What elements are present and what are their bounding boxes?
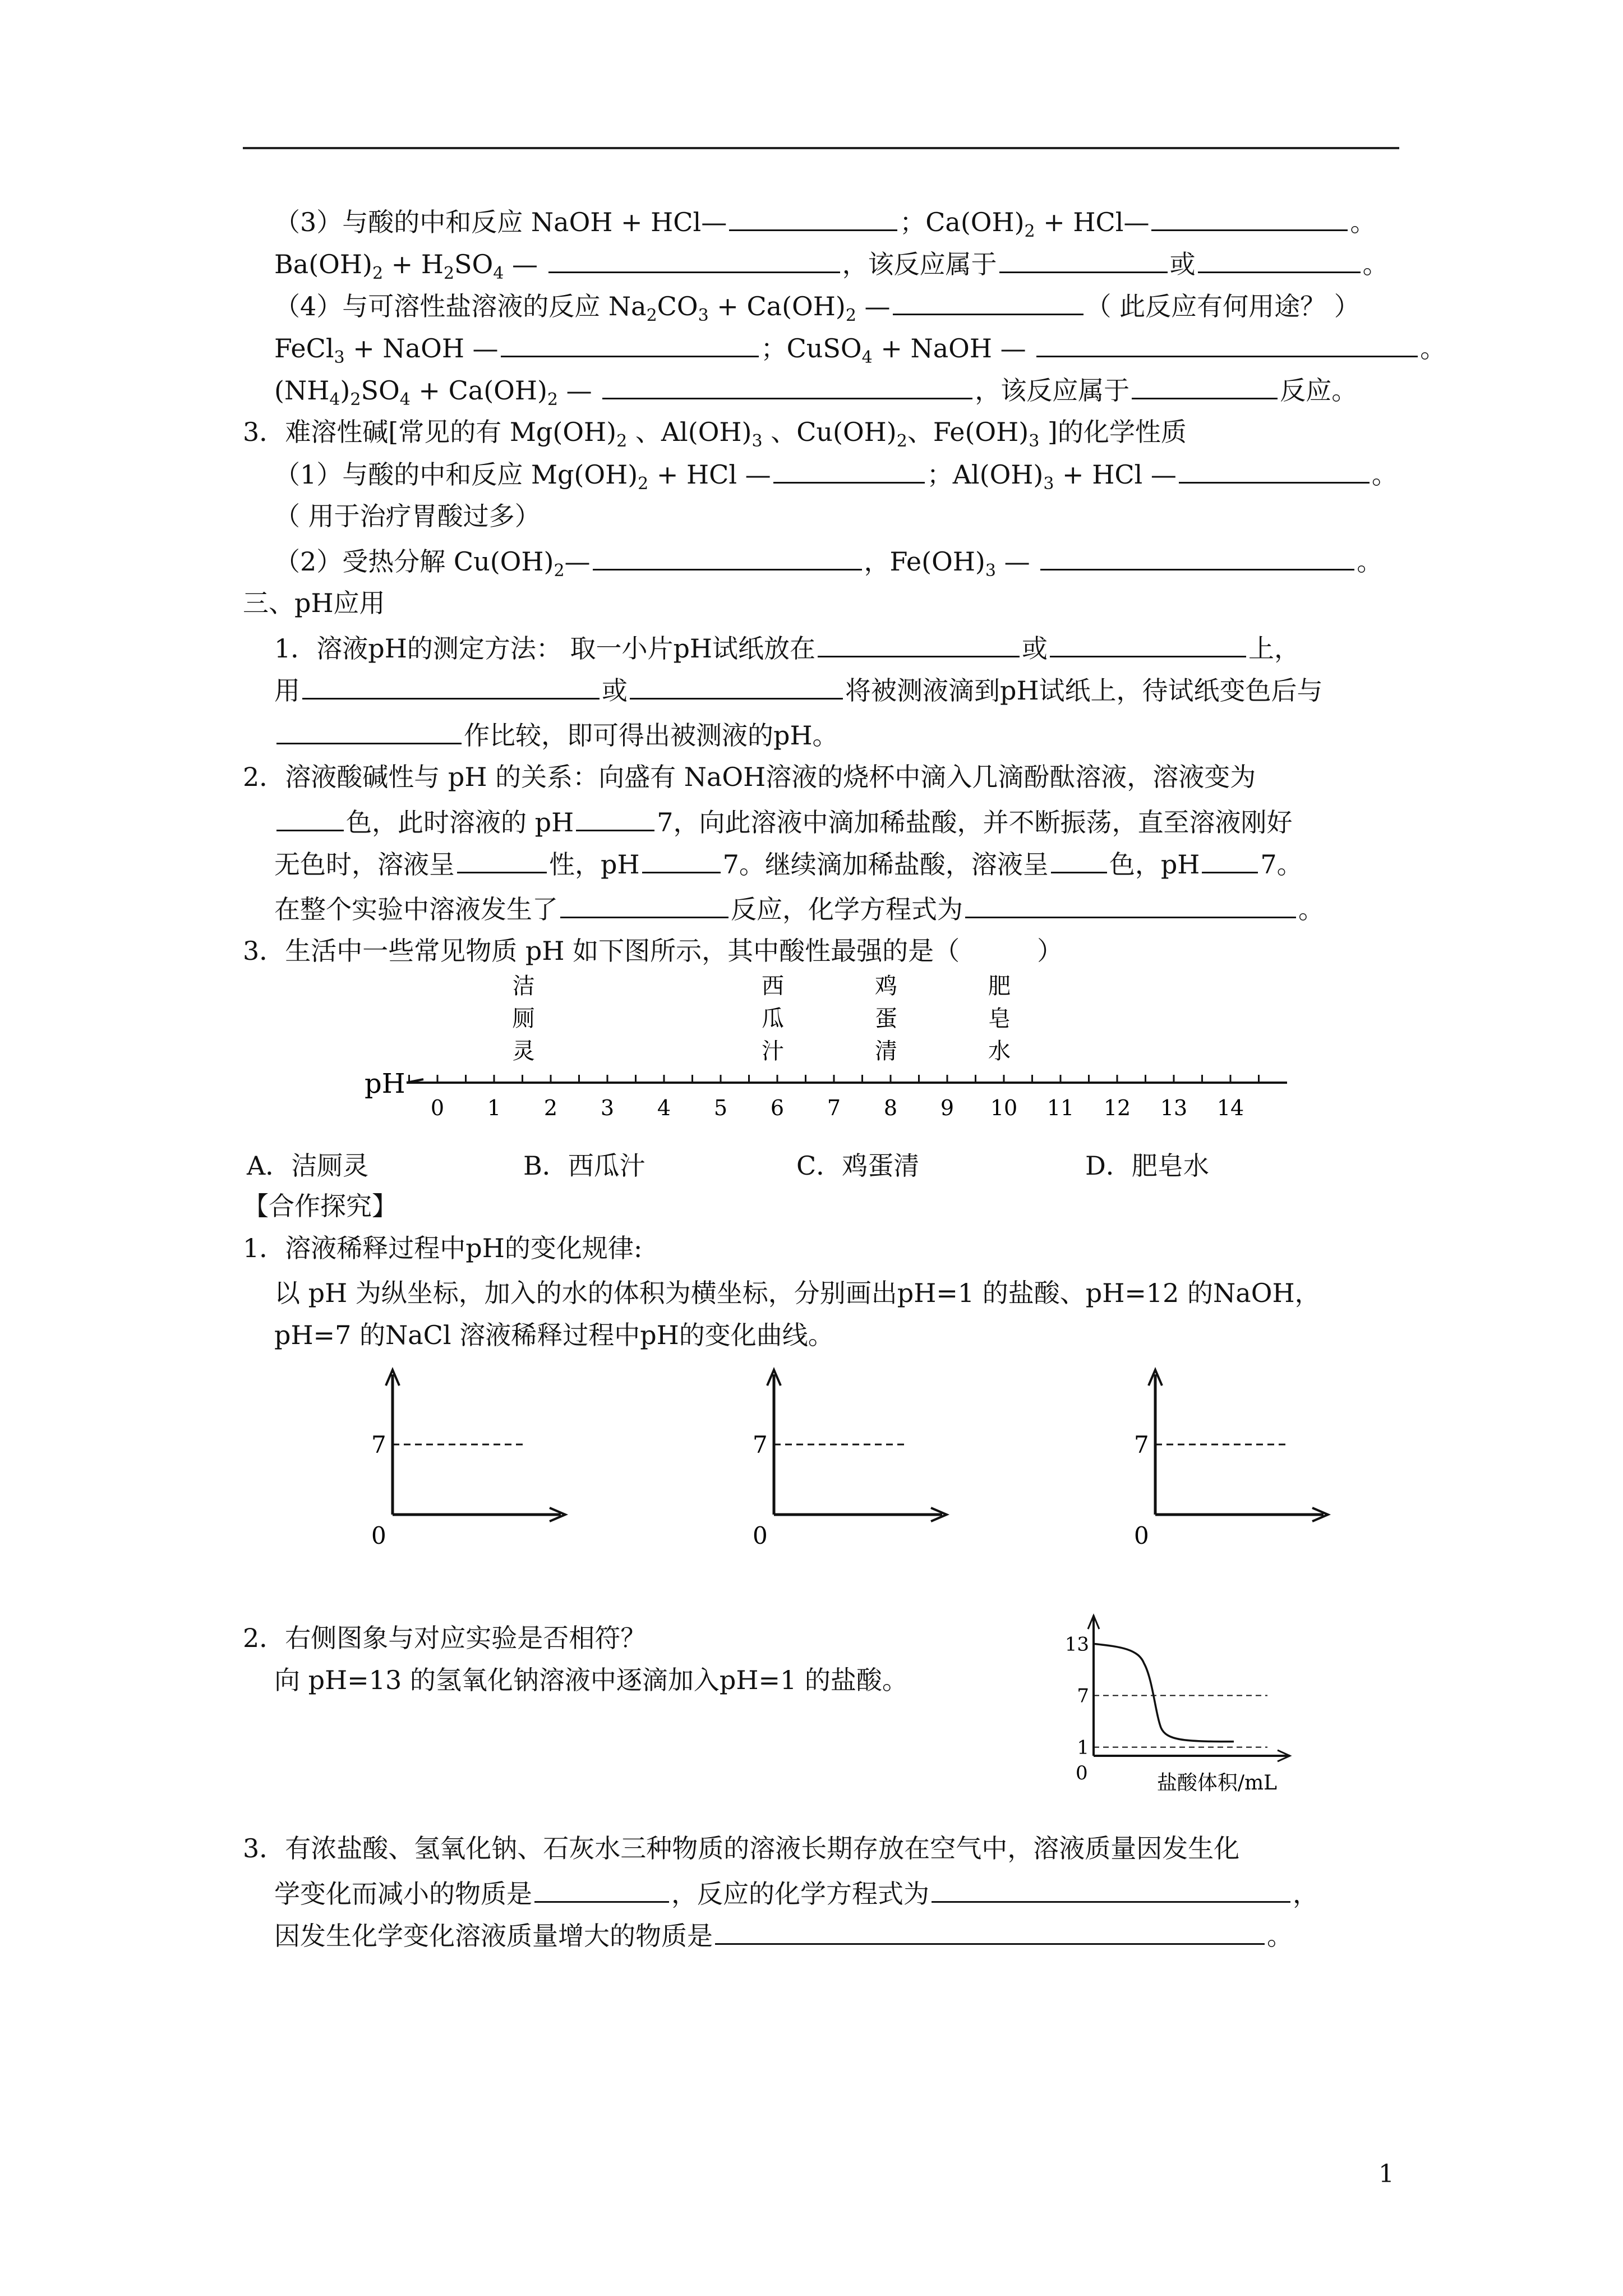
question-3-stem: 3．生活中一些常见物质 pH 如下图所示，其中酸性最强的是（ ） xyxy=(243,936,1063,966)
answer-blank[interactable] xyxy=(1040,544,1354,570)
x-axis-label: 盐酸体积/mL xyxy=(1156,1772,1278,1795)
ph-scale-figure xyxy=(359,973,1312,1130)
ph-tick-label: 0 xyxy=(430,1096,445,1120)
ph-tick-label: 8 xyxy=(883,1096,898,1120)
answer-blank[interactable] xyxy=(1179,457,1370,484)
answer-blank[interactable] xyxy=(642,847,721,873)
ph-substance-label: 清 xyxy=(875,1038,897,1064)
y-mark-7: 7 xyxy=(1134,1431,1149,1458)
ph-tick-label: 6 xyxy=(770,1096,785,1120)
ph-substance-label: 鸡 xyxy=(875,973,897,999)
line-8: （ 用于治疗胃酸过多） xyxy=(274,501,541,531)
line-16: 无色时，溶液呈 性，pH 7。继续滴加稀盐酸，溶液呈 色，pH 7。 xyxy=(274,847,1303,881)
line-14: 2．溶液酸碱性与 pH 的关系：向盛有 NaOH溶液的烧杯中滴入几滴酚酞溶液，溶液变为 xyxy=(243,762,1256,792)
answer-blank[interactable] xyxy=(1198,247,1361,273)
ph-substance-label: 洁 xyxy=(512,973,535,999)
y-tick-label: 13 xyxy=(1064,1633,1089,1656)
answer-blank[interactable] xyxy=(276,805,344,831)
ph-tick-label: 12 xyxy=(1103,1096,1131,1120)
titration-graph xyxy=(1060,1604,1318,1801)
text: + HCl— xyxy=(1035,207,1150,237)
answer-blank[interactable] xyxy=(893,289,1083,315)
answer-blank[interactable] xyxy=(773,457,925,484)
ph-substance-label: 厕 xyxy=(512,1006,535,1032)
text: 。 xyxy=(1350,207,1376,237)
y-tick-label: 1 xyxy=(1077,1736,1089,1759)
y-mark-7: 7 xyxy=(371,1431,386,1458)
answer-blank[interactable] xyxy=(560,892,728,918)
ph-substance-label: 瓜 xyxy=(762,1006,784,1032)
answer-blank[interactable] xyxy=(534,1876,669,1903)
explore-3-line-3: 因发生化学变化溶液质量增大的物质是 。 xyxy=(274,1918,1293,1953)
section-cooperative: 【合作探究】 xyxy=(243,1191,398,1221)
answer-blank[interactable] xyxy=(602,373,972,399)
ph-substance-label: 汁 xyxy=(762,1038,784,1064)
answer-blank[interactable] xyxy=(302,673,600,700)
line-1 xyxy=(274,205,1376,239)
answer-blank[interactable] xyxy=(1202,847,1258,873)
ph-tick-label: 2 xyxy=(543,1096,558,1120)
titration-curve xyxy=(1094,1644,1234,1741)
answer-blank[interactable] xyxy=(276,718,462,744)
line-4: FeCl$_3$ + NaOH — ；CuSO$_4$ + NaOH — 。 xyxy=(274,331,1446,365)
explore-1-desc-2: pH=7 的NaCl 溶液稀释过程中pH的变化曲线。 xyxy=(274,1320,834,1350)
line-9: （2）受热分解 $Cu(OH)_2—$ ，$Fe(OH)_3$ — 。 xyxy=(274,544,1382,578)
answer-blank[interactable] xyxy=(630,673,843,700)
origin-label: 0 xyxy=(753,1522,768,1548)
text: （3）与酸的中和反应 NaOH + HCl— xyxy=(274,207,727,237)
answer-blank[interactable] xyxy=(965,892,1296,918)
ph-tick-label: 4 xyxy=(657,1096,671,1120)
ph-tick-label: 10 xyxy=(990,1096,1018,1120)
explore-2: 2．右侧图象与对应实验是否相符？ xyxy=(243,1623,647,1653)
line-12: 用 或 将被测液滴到pH试纸上，待试纸变色后与 xyxy=(274,673,1323,707)
explore-3: 3．有浓盐酸、氢氧化钠、石灰水三种物质的溶液长期存放在空气中，溶液质量因发生化 xyxy=(243,1833,1240,1864)
blank-graph-hcl[interactable] xyxy=(359,1363,583,1548)
answer-blank[interactable] xyxy=(1132,373,1278,399)
answer-blank[interactable] xyxy=(1051,847,1107,873)
origin-label: 0 xyxy=(1076,1762,1088,1784)
line-13: 作比较，即可得出被测液的pH。 xyxy=(274,718,838,752)
line-6: 3．难溶性碱[常见的有 $Mg(OH)_2$ 、$Al(OH)_3$ 、$Cu(OH)_2$、$Fe(OH)_3$ ]的化学性质 xyxy=(243,417,1187,451)
answer-blank[interactable] xyxy=(1036,331,1418,357)
header-rule xyxy=(243,147,1399,149)
page-number: 1 xyxy=(1378,2160,1394,2188)
explore-2-desc: 向 pH=13 的氢氧化钠溶液中逐滴加入pH=1 的盐酸。 xyxy=(274,1665,908,1695)
ph-substance-label: 皂 xyxy=(988,1006,1011,1032)
subscript: 2 xyxy=(1024,222,1035,241)
answer-blank[interactable] xyxy=(457,847,547,873)
option-c[interactable]: C．鸡蛋清 xyxy=(796,1151,920,1181)
answer-blank[interactable] xyxy=(576,805,654,831)
option-b[interactable]: B．西瓜汁 xyxy=(523,1151,645,1181)
y-mark-7: 7 xyxy=(753,1431,768,1458)
section-title: 三、pH应用 xyxy=(243,588,385,618)
blank-graph-naoh[interactable] xyxy=(740,1363,965,1548)
ph-axis-label: pH xyxy=(365,1068,405,1099)
line-11: 1．溶液pH的测定方法： 取一小片pH试纸放在 或 上， xyxy=(274,631,1300,665)
ph-tick-label: 11 xyxy=(1046,1096,1075,1120)
ph-tick-label: 1 xyxy=(487,1096,501,1120)
ph-substance-label: 水 xyxy=(988,1038,1011,1064)
y-tick-label: 7 xyxy=(1077,1685,1089,1708)
ph-tick-label: 5 xyxy=(713,1096,728,1120)
ph-substance-label: 西 xyxy=(762,973,784,999)
ph-tick-label: 13 xyxy=(1160,1096,1188,1120)
option-a[interactable]: A．洁厕灵 xyxy=(247,1151,369,1181)
blank-graph-nacl[interactable] xyxy=(1122,1363,1346,1548)
answer-blank[interactable] xyxy=(715,1918,1265,1945)
ph-tick-label: 7 xyxy=(827,1096,841,1120)
line-15: 色，此时溶液的 pH 7，向此溶液中滴加稀盐酸，并不断振荡，直至溶液刚好 xyxy=(274,805,1292,839)
answer-blank[interactable] xyxy=(729,205,897,231)
explore-3-line-2: 学变化而减小的物质是 ，反应的化学方程式为 ， xyxy=(274,1876,1318,1911)
ph-tick-label: 14 xyxy=(1216,1096,1244,1120)
answer-blank[interactable] xyxy=(1050,631,1246,657)
text: ；Ca(OH) xyxy=(900,207,1025,237)
origin-label: 0 xyxy=(371,1522,386,1548)
explore-1-desc-1: 以 pH 为纵坐标，加入的水的体积为横坐标，分别画出pH=1 的盐酸、pH=12 的NaOH， xyxy=(274,1278,1321,1308)
answer-blank[interactable] xyxy=(1151,205,1348,231)
answer-blank[interactable] xyxy=(932,1876,1290,1903)
ph-tick-label: 3 xyxy=(600,1096,615,1120)
origin-label: 0 xyxy=(1134,1522,1149,1548)
answer-blank[interactable] xyxy=(501,331,759,357)
option-d[interactable]: D．肥皂水 xyxy=(1085,1151,1209,1181)
answer-blank[interactable] xyxy=(593,544,862,570)
line-2: $Ba(OH)_2 + H_2SO_4$ — ，该反应属于 或 。 xyxy=(274,247,1389,281)
ph-substance-label: 灵 xyxy=(512,1038,535,1064)
ph-substance-label: 蛋 xyxy=(875,1006,897,1032)
ph-tick-label: 9 xyxy=(940,1096,955,1120)
line-3: （4）与可溶性盐溶液的反应 $Na_2CO_3 + Ca(OH)_2$ — （ 此反应有何用途？ ） xyxy=(274,289,1360,323)
line-7: （1）与酸的中和反应 $Mg(OH)_2$ + HCl — ；$Al(OH)_3$ + HCl — 。 xyxy=(274,457,1398,491)
line-5: $(NH_4)_2SO_4 + Ca(OH)_2$ — ，该反应属于 反应。 xyxy=(274,373,1357,407)
line-17: 在整个实验中溶液发生了 反应，化学方程式为 。 xyxy=(274,892,1324,926)
explore-1: 1．溶液稀释过程中pH的变化规律: xyxy=(243,1233,643,1263)
answer-blank[interactable] xyxy=(999,247,1168,273)
answer-blank[interactable] xyxy=(548,247,840,273)
ph-substance-label: 肥 xyxy=(988,973,1011,999)
answer-blank[interactable] xyxy=(818,631,1020,657)
